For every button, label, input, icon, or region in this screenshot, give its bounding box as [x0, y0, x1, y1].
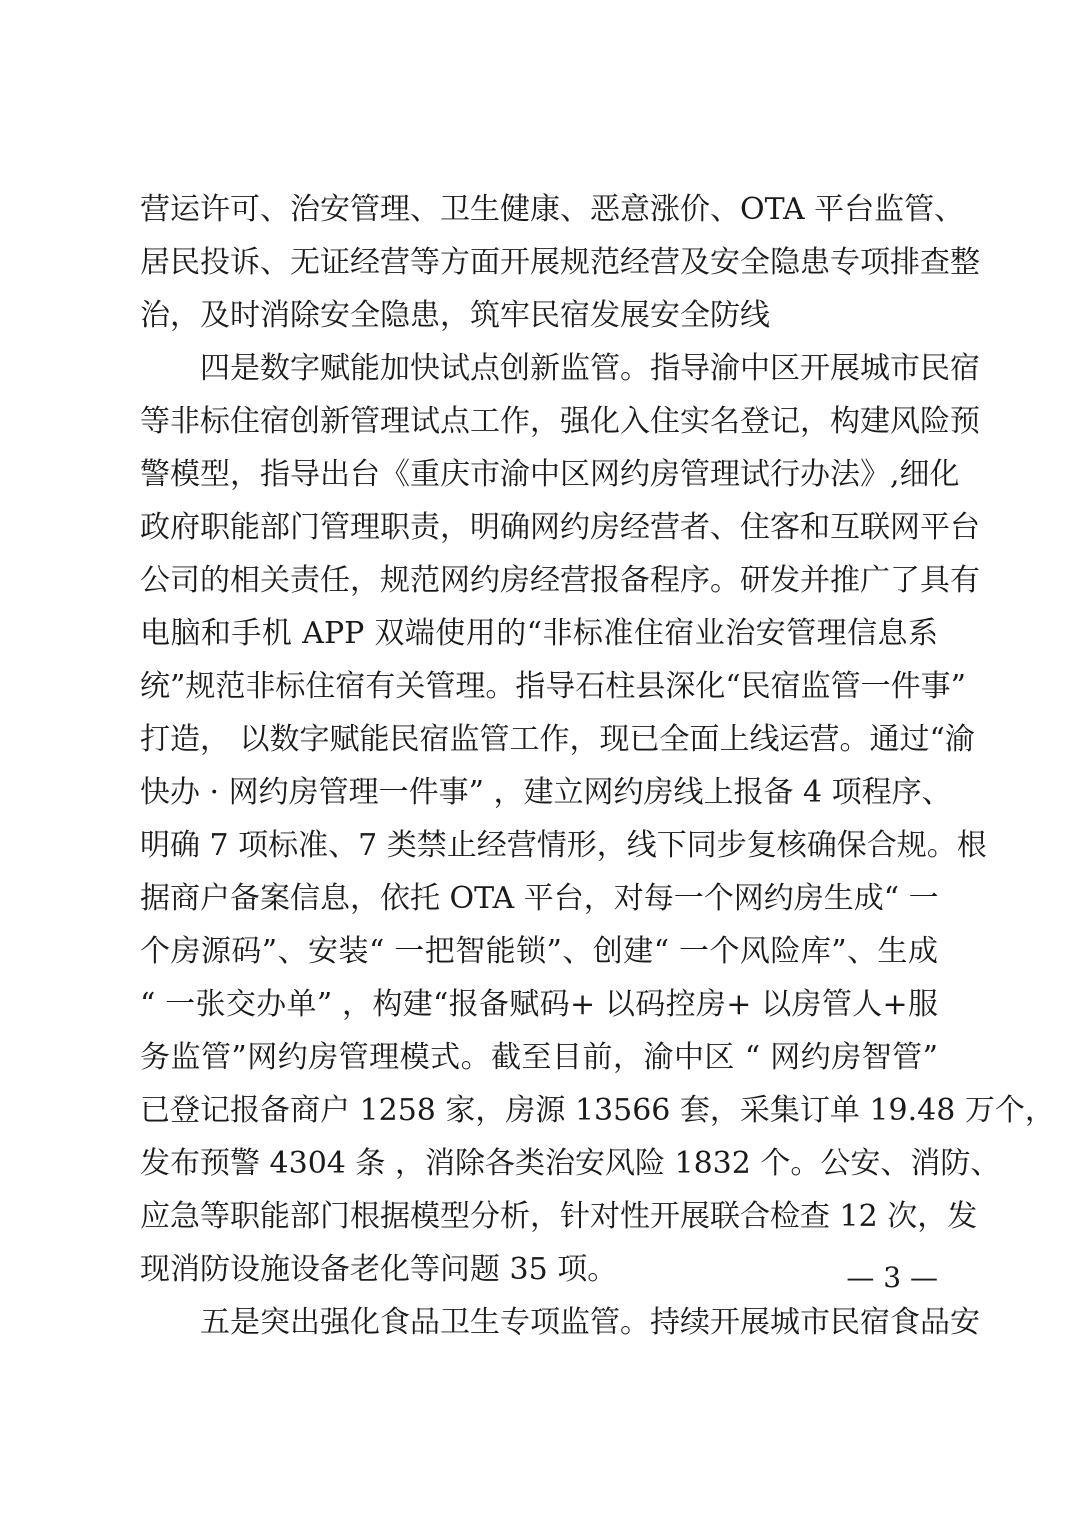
text-line: 警模型，指导出台《重庆市渝中区网约房管理试行办法》,细化: [140, 457, 960, 492]
text-line: 明确 7 项标准、7 类禁止经营情形，线下同步复核确保合规。根: [140, 828, 987, 863]
text-line: 政府职能部门管理职责，明确网约房经营者、住客和互联网平台: [140, 510, 980, 545]
body-text: [140, 183, 1055, 1349]
text-line: 应急等职能部门根据模型分析，针对性开展联合检查 12 次，发: [140, 1199, 978, 1234]
text-line: 现消防设施设备老化等问题 35 项。: [140, 1252, 618, 1287]
text-line: 治，及时消除安全隐患，筑牢民宿发展安全防线: [140, 298, 770, 333]
text-line: 统”规范非标住宿有关管理。指导石柱县深化“民宿监管一件事”: [140, 669, 967, 704]
text-line: 已登记报备商户 1258 家，房源 13566 套，采集订单 19.48 万个，: [140, 1093, 1055, 1128]
text-line: 快办 · 网约房管理一件事” ，建立网约房线上报备 4 项程序、: [140, 775, 952, 810]
text-line: 电脑和手机 APP 双端使用的“非标准住宿业治安管理信息系: [140, 616, 938, 651]
text-line: 个房源码”、安装“ 一把智能锁”、创建“ 一个风险库”、生成: [140, 934, 938, 969]
text-line: 发布预警 4304 条 ，消除各类治安风险 1832 个。公安、消防、: [140, 1146, 1001, 1181]
text-line: 等非标住宿创新管理试点工作，强化入住实名登记，构建风险预: [140, 404, 980, 439]
text-line: 据商户备案信息，依托 OTA 平台，对每一个网约房生成“ 一: [140, 881, 939, 916]
text-line: 务监管”网约房管理模式。截至目前，渝中区 “ 网约房智管”: [140, 1040, 938, 1075]
page-number: — 3 —: [846, 1261, 938, 1294]
text-line: “ 一张交办单” ，构建“报备赋码+ 以码控房+ 以房管人+服: [140, 987, 938, 1022]
text-line: 公司的相关责任，规范网约房经营报备程序。研发并推广了具有: [140, 563, 980, 598]
text-line: 打造， 以数字赋能民宿监管工作，现已全面上线运营。通过“渝: [140, 722, 975, 757]
text-line: 居民投诉、无证经营等方面开展规范经营及安全隐患专项排查整: [140, 245, 980, 280]
paragraph-start-line: 五是突出强化食品卫生专项监管。持续开展城市民宿食品安: [200, 1305, 980, 1340]
paragraph-start-line: 四是数字赋能加快试点创新监管。指导渝中区开展城市民宿: [200, 351, 980, 386]
text-line: 营运许可、治安管理、卫生健康、恶意涨价、OTA 平台监管、: [140, 192, 965, 227]
